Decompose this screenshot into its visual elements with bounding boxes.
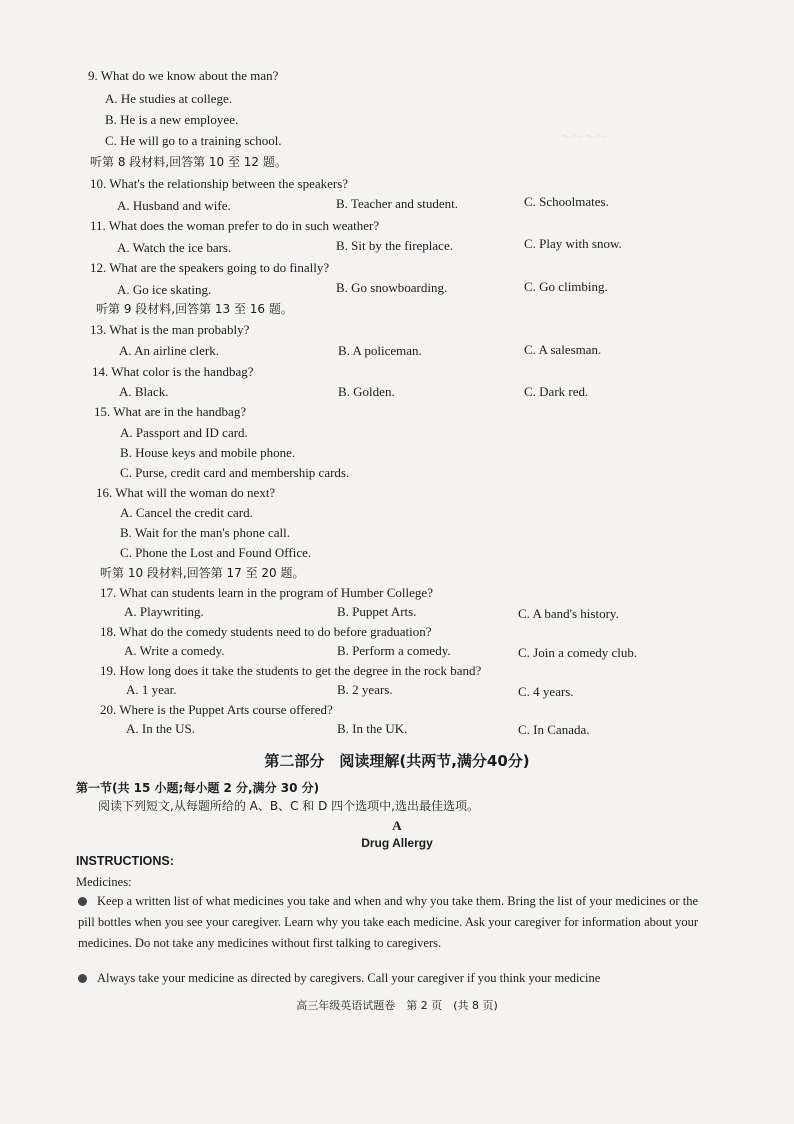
question-18-option-c: C. Join a comedy club.: [518, 645, 638, 660]
question-13-option-a: A. An airline clerk.: [119, 343, 219, 358]
question-18-option-b: B. Perform a comedy.: [337, 643, 451, 658]
question-13-option-c: C. A salesman.: [524, 342, 602, 357]
reading-directions: 阅读下列短文,从每题所给的 A、B、C 和 D 四个选项中,选出最佳选项。: [98, 799, 479, 813]
question-14-option-c: C. Dark red.: [524, 384, 589, 399]
question-12-stem: 12. What are the speakers going to do finally?: [90, 260, 330, 275]
question-19-option-b: B. 2 years.: [337, 682, 393, 697]
question-19-option-c: C. 4 years.: [518, 684, 574, 699]
passage-title: Drug Allergy: [361, 836, 433, 850]
question-13-option-b: B. A policeman.: [338, 343, 422, 358]
question-11-option-b: B. Sit by the fireplace.: [336, 238, 453, 253]
question-20-option-a: A. In the US.: [126, 721, 195, 736]
question-9-option-a: A. He studies at college.: [105, 91, 233, 106]
page-footer: 高三年级英语试题卷 第 2 页 (共 8 页): [296, 999, 498, 1012]
bullet-text-1: Keep a written list of what medicines you take and when and why you take them. Bring the list of your medicines or the pill bottles when you see your caregiver. Learn why you take each medicine. Ask your caregiver for information about your medicines. Do not take any medicines without first talking to caregivers.: [78, 894, 698, 950]
passage-letter: A: [392, 818, 402, 833]
question-10-option-a: A. Husband and wife.: [117, 198, 231, 213]
instruction-passage-8: 听第 8 段材料,回答第 10 至 12 题。: [90, 155, 287, 169]
question-15-option-b: B. House keys and mobile phone.: [120, 445, 296, 460]
question-9-option-c: C. He will go to a training school.: [105, 133, 282, 148]
section-one-heading: 第一节(共 15 小题;每小题 2 分,满分 30 分): [76, 781, 320, 795]
bullet-dot-icon: [78, 974, 87, 983]
question-14-option-b: B. Golden.: [338, 384, 395, 399]
question-10-option-b: B. Teacher and student.: [336, 196, 458, 211]
medicines-heading: Medicines:: [76, 875, 132, 889]
instruction-passage-10: 听第 10 段材料,回答第 17 至 20 题。: [100, 566, 305, 580]
question-12-option-a: A. Go ice skating.: [117, 282, 212, 297]
bullet-paragraph-1: [78, 891, 698, 954]
question-20-stem: 20. Where is the Puppet Arts course offered?: [100, 702, 333, 717]
question-19-option-a: A. 1 year.: [126, 682, 177, 697]
question-16-option-b: B. Wait for the man's phone call.: [120, 525, 291, 540]
instruction-passage-9: 听第 9 段材料,回答第 13 至 16 题。: [96, 302, 293, 316]
question-15-option-c: C. Purse, credit card and membership cards.: [120, 465, 350, 480]
question-11-option-a: A. Watch the ice bars.: [117, 240, 232, 255]
question-16-option-c: C. Phone the Lost and Found Office.: [120, 545, 312, 560]
question-17-option-a: A. Playwriting.: [124, 604, 204, 619]
question-19-stem: 19. How long does it take the students to get the degree in the rock band?: [100, 663, 482, 678]
question-20-option-b: B. In the UK.: [337, 721, 408, 736]
question-11-stem: 11. What does the woman prefer to do in such weather?: [90, 218, 380, 233]
question-9-stem: 9. What do we know about the man?: [88, 68, 279, 83]
question-16-option-a: A. Cancel the credit card.: [120, 505, 253, 520]
instructions-heading: INSTRUCTIONS:: [76, 854, 174, 868]
question-17-stem: 17. What can students learn in the program of Humber College?: [100, 585, 433, 600]
bleed-through: ～～～～: [560, 130, 609, 144]
question-15-option-a: A. Passport and ID card.: [120, 425, 248, 440]
question-14-option-a: A. Black.: [119, 384, 169, 399]
bullet-paragraph-2: [78, 968, 698, 989]
question-16-stem: 16. What will the woman do next?: [96, 485, 276, 500]
question-10-option-c: C. Schoolmates.: [524, 194, 609, 209]
question-11-option-c: C. Play with snow.: [524, 236, 622, 251]
bullet-dot-icon: [78, 897, 87, 906]
question-9-option-b: B. He is a new employee.: [105, 112, 239, 127]
question-20-option-c: C. In Canada.: [518, 722, 590, 737]
question-15-stem: 15. What are in the handbag?: [94, 404, 247, 419]
question-13-stem: 13. What is the man probably?: [90, 322, 250, 337]
bullet-text-2: Always take your medicine as directed by caregivers. Call your caregiver if you think your medicine: [97, 971, 601, 985]
part-two-title: 第二部分 阅读理解(共两节,满分40分): [264, 752, 530, 770]
question-12-option-b: B. Go snowboarding.: [336, 280, 448, 295]
question-12-option-c: C. Go climbing.: [524, 279, 608, 294]
question-18-option-a: A. Write a comedy.: [124, 643, 225, 658]
question-17-option-b: B. Puppet Arts.: [337, 604, 417, 619]
question-14-stem: 14. What color is the handbag?: [92, 364, 254, 379]
question-10-stem: 10. What's the relationship between the speakers?: [90, 176, 349, 191]
question-17-option-c: C. A band's history.: [518, 606, 619, 621]
question-18-stem: 18. What do the comedy students need to do before graduation?: [100, 624, 432, 639]
